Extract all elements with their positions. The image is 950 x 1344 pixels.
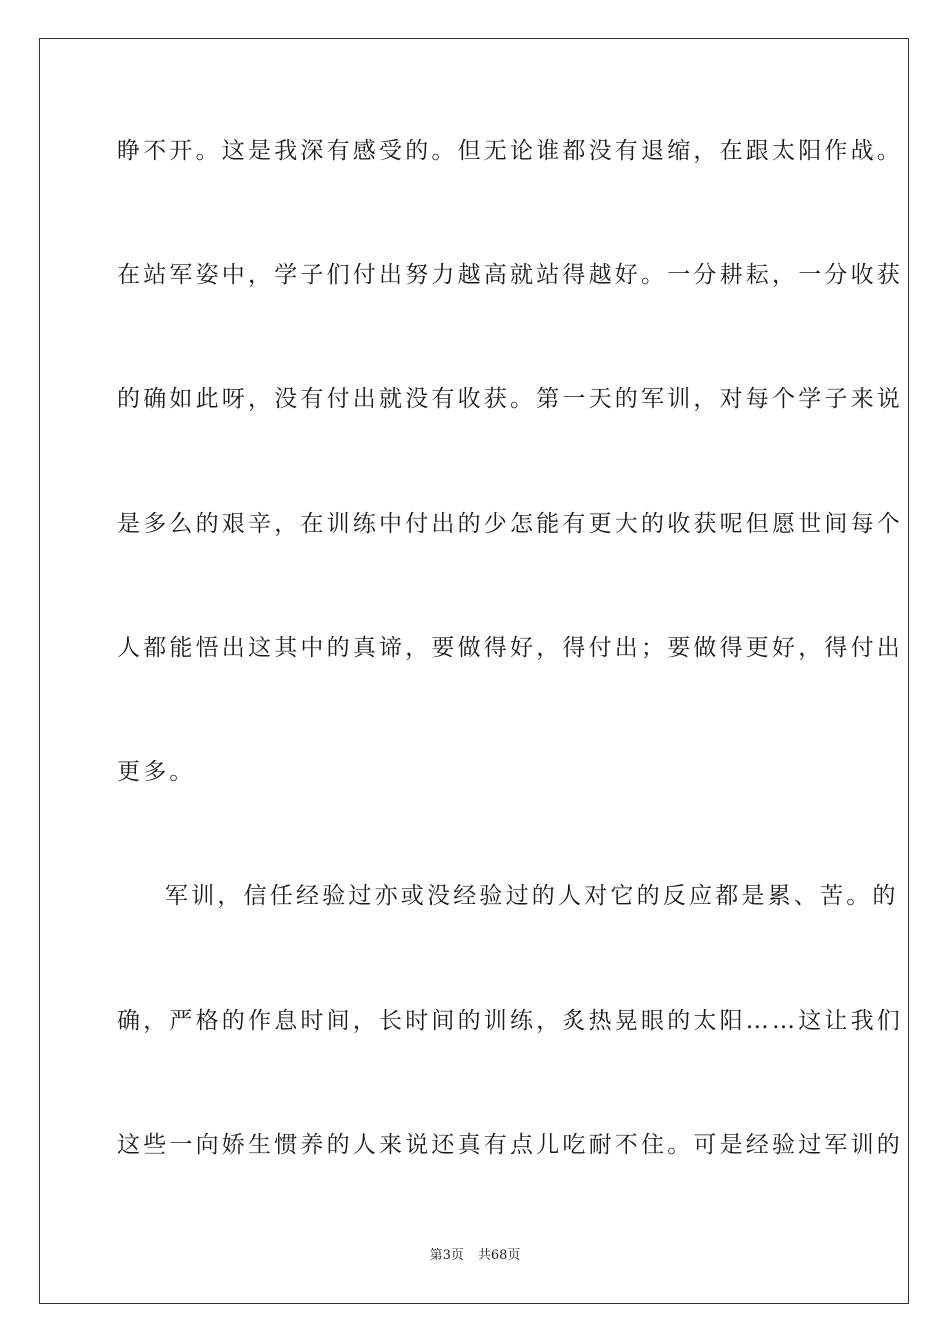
page-footer xyxy=(0,1247,950,1265)
total-page-count: 共68页 xyxy=(477,1248,521,1263)
text-line-4: 是多么的艰辛，在训练中付出的少怎能有更大的收获呢但愿世间每个 xyxy=(117,511,903,537)
page-border xyxy=(39,38,909,1304)
current-page-number: 第3页 xyxy=(429,1248,464,1263)
text-line-5: 人都能悟出这其中的真谛，要做得好，得付出；要做得更好，得付出 xyxy=(117,635,903,661)
text-line-9: 这些一向娇生惯养的人来说还真有点儿吃耐不住。可是经验过军训的 xyxy=(117,1132,903,1158)
text-line-3: 的确如此呀，没有付出就没有收获。第一天的军训，对每个学子来说 xyxy=(117,386,903,412)
text-line-1: 睁不开。这是我深有感受的。但无论谁都没有退缩，在跟太阳作战。 xyxy=(117,138,903,164)
text-line-2: 在站军姿中，学子们付出努力越高就站得越好。一分耕耘，一分收获 xyxy=(117,262,903,288)
text-line-8: 确，严格的作息时间，长时间的训练，炙热晃眼的太阳……这让我们 xyxy=(117,1008,903,1034)
text-line-7-paragraph-start: 军训，信任经验过亦或没经验过的人对它的反应都是累、苦。的 xyxy=(165,883,899,909)
text-line-6: 更多。 xyxy=(117,759,196,785)
